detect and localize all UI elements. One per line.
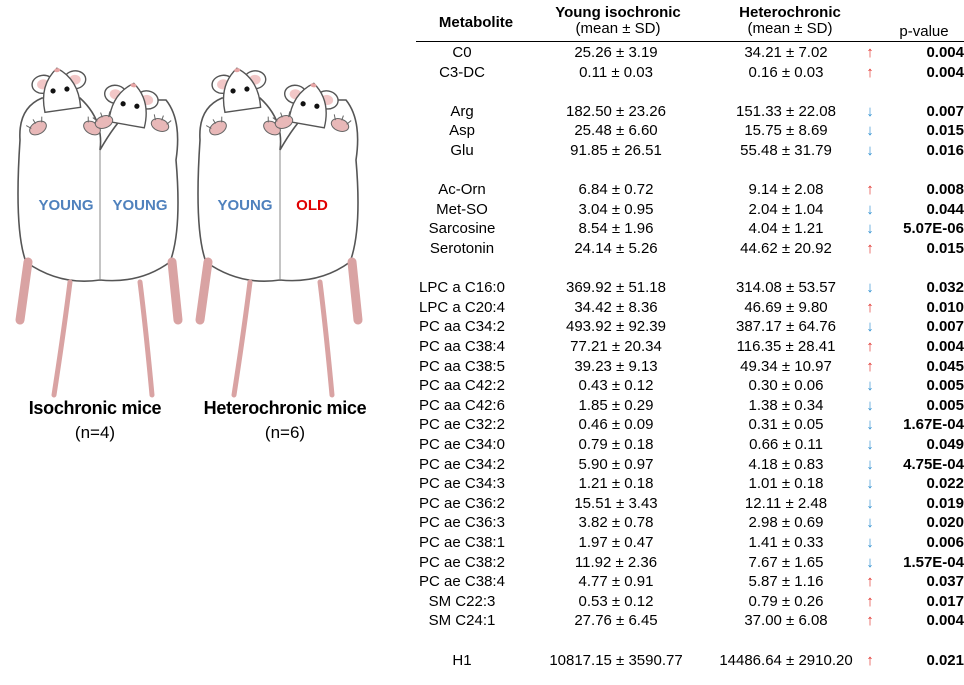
heterochronic-pair xyxy=(198,64,358,395)
isochronic-title: Isochronic mice xyxy=(28,398,162,418)
arrow-down-icon: ↓ xyxy=(866,142,874,159)
young-value: 39.23 ± 9.13 xyxy=(574,357,658,375)
heterochronic-value: 46.69 ± 9.80 xyxy=(744,298,828,316)
metabolite-name: PC ae C34:2 xyxy=(419,455,505,473)
young-value: 27.76 ± 6.45 xyxy=(574,612,658,630)
heterochronic-value: 2.04 ± 1.04 xyxy=(748,200,824,218)
metabolite-name: PC aa C38:5 xyxy=(419,357,505,375)
heterochronic-value: 2.98 ± 0.69 xyxy=(748,514,824,532)
header-young-title: Young isochronic xyxy=(555,4,681,21)
isochronic-pair xyxy=(18,64,178,395)
table-row xyxy=(416,298,964,318)
p-value: 0.044 xyxy=(926,200,964,218)
heterochronic-value: 151.33 ± 22.08 xyxy=(736,102,836,120)
arrow-up-icon: ↑ xyxy=(866,181,874,199)
arrow-up-icon: ↑ xyxy=(866,612,874,630)
table-row xyxy=(416,553,964,573)
table-row xyxy=(416,533,964,553)
young-value: 34.42 ± 8.36 xyxy=(574,298,658,316)
young-value: 493.92 ± 92.39 xyxy=(566,318,666,336)
young-value: 91.85 ± 26.51 xyxy=(570,142,662,159)
arrow-up-icon: ↑ xyxy=(866,298,874,316)
table-row xyxy=(416,219,964,239)
arrow-up-icon: ↑ xyxy=(866,573,874,591)
heterochronic-value: 0.30 ± 0.06 xyxy=(748,377,824,395)
arrow-down-icon: ↓ xyxy=(866,318,874,336)
heterochronic-value: 4.04 ± 1.21 xyxy=(748,220,824,238)
heterochronic-value: 0.16 ± 0.03 xyxy=(748,63,824,81)
heterochronic-value: 0.66 ± 0.11 xyxy=(749,436,823,453)
metabolite-name: PC aa C34:2 xyxy=(419,318,505,336)
heterochronic-title: Heterochronic mice xyxy=(203,398,367,418)
header-pvalue: p-value xyxy=(899,23,949,40)
p-value: 0.008 xyxy=(926,181,964,199)
metabolite-name: C3-DC xyxy=(439,63,485,81)
p-value: 4.75E-04 xyxy=(903,455,964,473)
parabiosis-illustration xyxy=(0,40,400,400)
arrow-up-icon: ↑ xyxy=(866,44,874,61)
arrow-down-icon: ↓ xyxy=(866,534,874,551)
metabolite-name: PC aa C38:4 xyxy=(419,338,505,355)
metabolite-name: LPC a C16:0 xyxy=(419,279,505,297)
heterochronic-value: 44.62 ± 20.92 xyxy=(740,240,832,257)
young-value: 77.21 ± 20.34 xyxy=(570,338,662,355)
young-value: 0.43 ± 0.12 xyxy=(578,377,654,395)
header-het-title: Heterochronic xyxy=(739,4,841,21)
heterochronic-value: 5.87 ± 1.16 xyxy=(748,573,824,591)
table-row xyxy=(416,63,964,83)
header-young-sub: (mean ± SD) xyxy=(575,20,661,37)
p-value: 0.022 xyxy=(926,475,964,493)
arrow-up-icon: ↑ xyxy=(866,357,874,375)
heterochronic-value: 15.75 ± 8.69 xyxy=(744,122,828,140)
metabolite-name: PC ae C32:2 xyxy=(419,416,505,434)
table-row xyxy=(416,651,964,671)
p-value: 0.037 xyxy=(926,573,964,591)
young-value: 0.53 ± 0.12 xyxy=(578,592,654,610)
arrow-down-icon: ↓ xyxy=(866,396,874,414)
p-value: 0.015 xyxy=(926,240,964,257)
arrow-down-icon: ↓ xyxy=(866,494,874,512)
heterochronic-value: 34.21 ± 7.02 xyxy=(744,44,828,61)
p-value: 0.007 xyxy=(926,318,964,336)
heterochronic-caption xyxy=(195,398,375,443)
arrow-down-icon: ↓ xyxy=(866,514,874,532)
young-value: 1.21 ± 0.18 xyxy=(578,475,654,493)
table-row xyxy=(416,43,964,63)
header-metabolite: Metabolite xyxy=(438,14,514,31)
table-row xyxy=(416,376,964,396)
p-value: 0.015 xyxy=(926,122,964,140)
isochronic-n: (n=4) xyxy=(74,423,116,442)
metabolite-name: Arg xyxy=(450,102,474,120)
metabolite-name: Glu xyxy=(450,142,474,159)
old-label: OLD xyxy=(296,197,328,214)
p-value: 0.032 xyxy=(926,279,964,297)
metabolite-name: PC aa C42:2 xyxy=(419,377,505,395)
p-value: 0.010 xyxy=(926,298,964,316)
metabolite-table xyxy=(416,0,964,685)
arrow-down-icon: ↓ xyxy=(866,200,874,218)
arrow-down-icon: ↓ xyxy=(866,436,874,453)
table-row xyxy=(416,239,964,259)
header-het-sub: (mean ± SD) xyxy=(747,20,833,37)
table-row xyxy=(416,357,964,377)
table-row xyxy=(416,278,964,298)
heterochronic-value: 387.17 ± 64.76 xyxy=(736,318,836,336)
p-value: 0.004 xyxy=(926,63,964,81)
metabolite-name: C0 xyxy=(452,44,472,61)
table-row xyxy=(416,415,964,435)
metabolite-name: PC ae C34:3 xyxy=(419,475,505,493)
p-value: 0.007 xyxy=(926,102,964,120)
p-value: 0.045 xyxy=(926,357,964,375)
header-divider xyxy=(416,41,964,42)
table-row xyxy=(416,592,964,612)
p-value: 0.017 xyxy=(926,592,964,610)
table-row xyxy=(416,317,964,337)
metabolite-name: Sarcosine xyxy=(428,220,496,238)
arrow-down-icon: ↓ xyxy=(866,553,874,571)
arrow-down-icon: ↓ xyxy=(866,416,874,434)
metabolite-name: PC ae C38:1 xyxy=(419,534,505,551)
young-value: 369.92 ± 51.18 xyxy=(566,279,666,297)
table-row xyxy=(416,396,964,416)
heterochronic-value: 1.38 ± 0.34 xyxy=(748,396,824,414)
young-value: 24.14 ± 5.26 xyxy=(574,240,658,257)
table-row xyxy=(416,611,964,631)
metabolite-name: H1 xyxy=(452,651,472,669)
header-heterochronic xyxy=(700,5,880,37)
young-value: 182.50 ± 23.26 xyxy=(566,102,666,120)
arrow-down-icon: ↓ xyxy=(866,455,874,473)
young-value: 3.04 ± 0.95 xyxy=(578,200,654,218)
p-value: 1.67E-04 xyxy=(903,416,964,434)
young-value: 25.48 ± 6.60 xyxy=(574,122,658,140)
young-label-2: YOUNG xyxy=(112,197,168,214)
young-label-3: YOUNG xyxy=(217,197,273,214)
heterochronic-value: 14486.64 ± 2910.20 xyxy=(719,651,853,669)
table-row xyxy=(416,455,964,475)
young-value: 8.54 ± 1.96 xyxy=(578,220,654,238)
table-row xyxy=(416,200,964,220)
heterochronic-value: 0.79 ± 0.26 xyxy=(748,592,824,610)
metabolite-name: PC aa C42:6 xyxy=(419,396,505,414)
metabolite-name: PC ae C36:3 xyxy=(419,514,505,532)
heterochronic-value: 0.31 ± 0.05 xyxy=(748,416,824,434)
table-row xyxy=(416,337,964,357)
metabolite-name: SM C22:3 xyxy=(428,592,496,610)
heterochronic-value: 116.35 ± 28.41 xyxy=(736,338,836,355)
young-value: 0.79 ± 0.18 xyxy=(578,436,654,453)
isochronic-caption xyxy=(10,398,180,443)
heterochronic-value: 314.08 ± 53.57 xyxy=(736,279,836,297)
p-value: 0.005 xyxy=(926,377,964,395)
heterochronic-value: 49.34 ± 10.97 xyxy=(740,357,832,375)
young-label-1: YOUNG xyxy=(38,197,94,214)
table-row xyxy=(416,474,964,494)
arrow-up-icon: ↑ xyxy=(866,63,874,81)
young-value: 6.84 ± 0.72 xyxy=(578,181,654,199)
table-row xyxy=(416,180,964,200)
p-value: 0.020 xyxy=(926,514,964,532)
metabolite-name: Asp xyxy=(449,122,475,140)
heterochronic-value: 37.00 ± 6.08 xyxy=(744,612,828,630)
young-value: 0.11 ± 0.03 xyxy=(579,63,653,81)
young-value: 25.26 ± 3.19 xyxy=(574,44,658,61)
metabolite-name: Ac-Orn xyxy=(438,181,486,199)
metabolite-name: PC ae C36:2 xyxy=(419,494,505,512)
arrow-down-icon: ↓ xyxy=(866,475,874,493)
arrow-up-icon: ↑ xyxy=(866,592,874,610)
heterochronic-value: 9.14 ± 2.08 xyxy=(748,181,824,199)
p-value: 0.004 xyxy=(926,612,964,630)
table-row xyxy=(416,572,964,592)
heterochronic-value: 1.01 ± 0.18 xyxy=(748,475,824,493)
metabolite-name: Serotonin xyxy=(429,240,495,257)
arrow-up-icon: ↑ xyxy=(866,651,874,669)
heterochronic-n: (n=6) xyxy=(264,423,306,442)
young-value: 0.46 ± 0.09 xyxy=(578,416,654,434)
metabolite-name: PC ae C38:4 xyxy=(419,573,505,591)
table-row xyxy=(416,494,964,514)
young-value: 11.92 ± 2.36 xyxy=(574,553,658,571)
young-value: 15.51 ± 3.43 xyxy=(574,494,658,512)
young-value: 3.82 ± 0.78 xyxy=(578,514,654,532)
arrow-up-icon: ↑ xyxy=(866,240,874,257)
p-value: 0.005 xyxy=(926,396,964,414)
p-value: 5.07E-06 xyxy=(903,220,964,238)
metabolite-name: SM C24:1 xyxy=(428,612,496,630)
arrow-down-icon: ↓ xyxy=(866,220,874,238)
header-young xyxy=(528,5,708,37)
table-row xyxy=(416,102,964,122)
table-row xyxy=(416,121,964,141)
heterochronic-value: 55.48 ± 31.79 xyxy=(740,142,832,159)
p-value: 0.004 xyxy=(926,338,964,355)
young-value: 4.77 ± 0.91 xyxy=(578,573,654,591)
p-value: 1.57E-04 xyxy=(903,553,964,571)
table-row xyxy=(416,513,964,533)
young-value: 10817.15 ± 3590.77 xyxy=(549,651,683,669)
young-value: 5.90 ± 0.97 xyxy=(578,455,654,473)
heterochronic-value: 4.18 ± 0.83 xyxy=(748,455,824,473)
metabolite-name: LPC a C20:4 xyxy=(419,298,505,316)
arrow-up-icon: ↑ xyxy=(866,338,874,355)
p-value: 0.006 xyxy=(926,534,964,551)
p-value: 0.021 xyxy=(926,651,964,669)
arrow-down-icon: ↓ xyxy=(866,102,874,120)
p-value: 0.016 xyxy=(926,142,964,159)
heterochronic-value: 1.41 ± 0.33 xyxy=(748,534,824,551)
p-value: 0.004 xyxy=(926,44,964,61)
table-row xyxy=(416,435,964,455)
heterochronic-value: 7.67 ± 1.65 xyxy=(748,553,824,571)
arrow-down-icon: ↓ xyxy=(866,377,874,395)
heterochronic-value: 12.11 ± 2.48 xyxy=(744,494,828,512)
metabolite-name: Met-SO xyxy=(436,200,488,218)
metabolite-name: PC ae C34:0 xyxy=(419,436,505,453)
metabolite-name: PC ae C38:2 xyxy=(419,553,505,571)
arrow-down-icon: ↓ xyxy=(866,279,874,297)
arrow-down-icon: ↓ xyxy=(866,122,874,140)
table-row xyxy=(416,141,964,161)
young-value: 1.85 ± 0.29 xyxy=(578,396,654,414)
p-value: 0.019 xyxy=(926,494,964,512)
p-value: 0.049 xyxy=(926,436,964,453)
young-value: 1.97 ± 0.47 xyxy=(578,534,654,551)
